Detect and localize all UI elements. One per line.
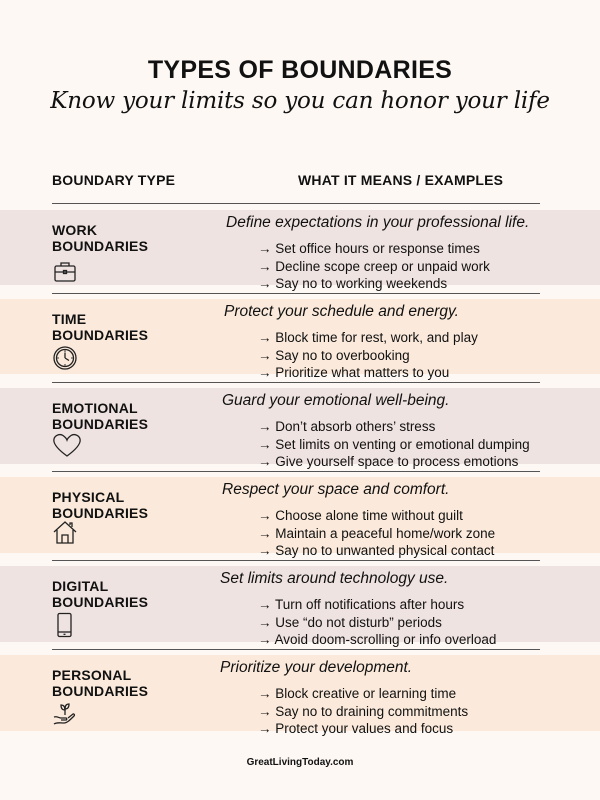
row-divider: [52, 293, 540, 294]
row-description: Define expectations in your professional life.: [226, 214, 530, 231]
boundary-row-personal: [0, 655, 600, 736]
row-label: TIME BOUNDARIES: [52, 311, 149, 343]
phone-icon: [52, 612, 78, 638]
hand-plant-icon: [52, 701, 78, 727]
example-item: → Decline scope creep or unpaid work: [258, 258, 490, 274]
example-item: → Say no to overbooking: [258, 347, 410, 363]
example-item: → Say no to unwanted physical contact: [258, 543, 495, 558]
row-divider: [52, 382, 540, 383]
row-examples: [258, 507, 495, 560]
row-description: Prioritize your development.: [220, 659, 413, 676]
example-item: → Give yourself space to process emotions: [258, 454, 519, 469]
row-label: DIGITAL BOUNDARIES: [52, 578, 149, 610]
row-label: WORK BOUNDARIES: [52, 222, 149, 254]
heart-icon: [52, 432, 82, 458]
row-examples: [258, 596, 496, 649]
footer-website: GreatLivingToday.com: [246, 757, 354, 768]
page-title: TYPES OF BOUNDARIES: [147, 56, 453, 84]
row-divider: [52, 560, 540, 561]
example-item: → Say no to working weekends: [258, 276, 448, 291]
row-label: PHYSICAL BOUNDARIES: [52, 489, 149, 521]
boundary-row-emotional: [0, 388, 600, 469]
row-examples: [258, 418, 530, 471]
row-examples: [258, 240, 490, 293]
boundary-row-work: [0, 210, 600, 291]
boundary-row-time: [0, 299, 600, 380]
row-divider: [52, 649, 540, 650]
header-divider: [52, 203, 540, 204]
row-description: Respect your space and comfort.: [222, 481, 450, 498]
example-item: → Set office hours or response times: [258, 241, 480, 256]
row-label: PERSONAL BOUNDARIES: [52, 667, 149, 699]
page-subtitle: Know your limits so you can honor your life: [50, 88, 550, 114]
example-item: → Turn off notifications after hours: [258, 597, 465, 612]
example-item: → Block time for rest, work, and play: [258, 330, 478, 345]
row-divider: [52, 471, 540, 472]
row-description: Protect your schedule and energy.: [224, 303, 459, 320]
row-label: EMOTIONAL BOUNDARIES: [52, 400, 149, 432]
example-item: → Prioritize what matters to you: [258, 365, 450, 380]
row-examples: [258, 329, 478, 382]
row-description: Guard your emotional well-being.: [222, 392, 450, 409]
clock-icon: [52, 345, 78, 371]
house-icon: [52, 519, 78, 545]
boundary-row-physical: [0, 477, 600, 558]
example-item: → Set limits on venting or emotional dumping: [258, 436, 530, 452]
example-item: → Choose alone time without guilt: [258, 508, 463, 523]
example-item: → Maintain a peaceful home/work zone: [258, 525, 496, 541]
row-description: Set limits around technology use.: [220, 570, 449, 587]
example-item: → Don’t absorb others’ stress: [258, 419, 436, 434]
example-item: → Say no to draining commitments: [258, 703, 469, 719]
column-header-type: BOUNDARY TYPE: [52, 172, 176, 188]
example-item: → Avoid doom-scrolling or info overload: [258, 632, 497, 647]
row-examples: [258, 685, 468, 738]
briefcase-icon: [52, 258, 78, 284]
column-header-meaning: WHAT IT MEANS / EXAMPLES: [298, 172, 504, 188]
example-item: → Protect your values and focus: [258, 721, 454, 736]
example-item: → Use “do not disturb” periods: [258, 614, 442, 630]
example-item: → Block creative or learning time: [258, 686, 457, 701]
boundary-row-digital: [0, 566, 600, 647]
